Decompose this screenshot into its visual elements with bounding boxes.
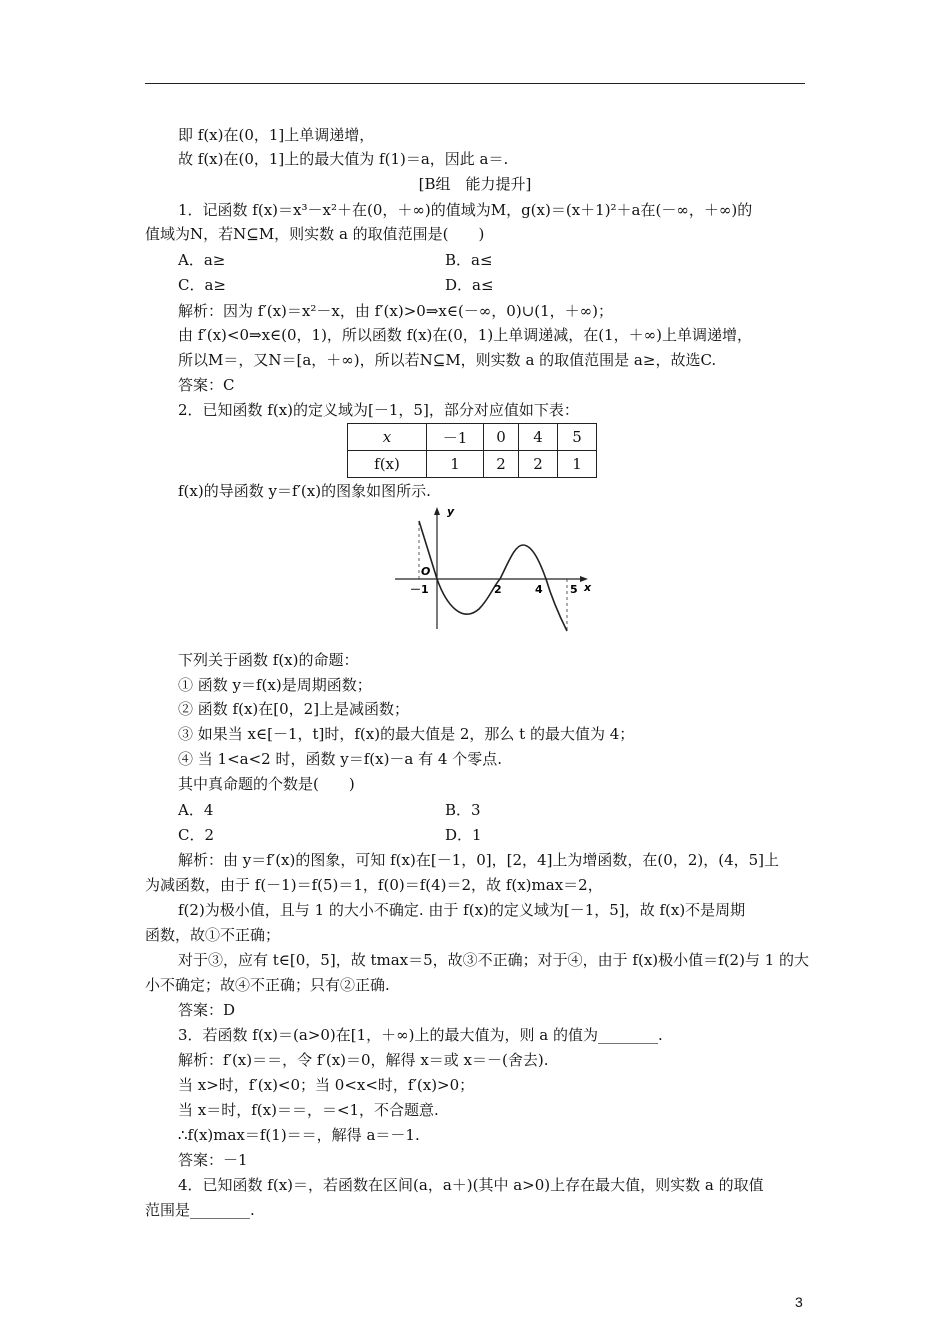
table-row xyxy=(348,424,597,451)
answer-line: 答案：D xyxy=(178,1001,236,1019)
value-table xyxy=(347,423,597,478)
y-axis-arrow xyxy=(434,507,440,515)
answer-line: 答案：－1 xyxy=(178,1151,248,1169)
proposition-3: ③ 如果当 x∈[－1，t]时，f(x)的最大值是 2，那么 t 的最大值为 4； xyxy=(178,725,635,743)
solution-line: 小不确定；故④不正确；只有②正确. xyxy=(145,976,390,994)
tick-label: －1 xyxy=(410,583,429,596)
solution-line: 当 x>时，f′(x)<0；当 0<x<时，f′(x)>0； xyxy=(178,1076,475,1094)
table-row xyxy=(348,451,597,478)
solution-line: 解析：f′(x)＝＝，令 f′(x)＝0，解得 x＝或 x＝－(舍去). xyxy=(178,1051,549,1069)
question-4: 4．已知函数 f(x)＝，若函数在区间(a，a＋)(其中 a>0)上存在最大值，则实数 a 的取值 xyxy=(178,1176,764,1194)
solution-line: 为减函数，由于 f(－1)＝f(5)＝1，f(0)＝f(4)＝2，故 f(x)max＝2， xyxy=(145,876,603,894)
text-line: 故 f(x)在(0，1]上的最大值为 f(1)＝a，因此 a＝. xyxy=(178,150,509,168)
tick-label: 5 xyxy=(570,583,578,596)
option-b: B．3 xyxy=(445,801,481,819)
question-1: 1．记函数 f(x)＝x³－x²＋在(0，＋∞)的值域为M，g(x)＝(x＋1)²＋a在(－∞，＋∞)的 xyxy=(178,201,753,219)
text-line: 下列关于函数 f(x)的命题： xyxy=(178,651,359,669)
table-cell: －1 xyxy=(427,424,484,451)
option-a: A．a≥ xyxy=(178,251,226,269)
header-rule xyxy=(145,83,805,84)
option-c: C．2 xyxy=(178,826,215,844)
solution-line: 对于③，应有 t∈[0，5]，故 tmax＝5，故③不正确；对于④，由于 f(x)极小值＝f(2)与 1 的大 xyxy=(178,951,810,969)
solution-line: 解析：因为 f′(x)＝x²－x，由 f′(x)>0⇒x∈(－∞，0)∪(1，＋∞)； xyxy=(178,302,614,320)
x-axis-label: x xyxy=(584,581,592,594)
text-line: 其中真命题的个数是( ) xyxy=(178,775,355,793)
text-line: 值域为N，若N⊆M，则实数 a 的取值范围是( ) xyxy=(145,225,485,243)
table-cell: f(x) xyxy=(348,451,427,478)
table-cell: 1 xyxy=(558,451,597,478)
derivative-curve xyxy=(419,521,567,631)
proposition-2: ② 函数 f(x)在[0，2]上是减函数； xyxy=(178,700,410,718)
table-cell: 4 xyxy=(519,424,558,451)
derivative-graph xyxy=(385,503,595,635)
table-cell: 2 xyxy=(484,451,519,478)
solution-line: 当 x＝时，f(x)＝＝，＝<1，不合题意. xyxy=(178,1101,439,1119)
option-b: B．a≤ xyxy=(445,251,493,269)
question-3: 3．若函数 f(x)＝(a>0)在[1，＋∞)上的最大值为，则 a 的值为________. xyxy=(178,1026,663,1044)
option-d: D．1 xyxy=(445,826,482,844)
option-c: C．a≥ xyxy=(178,276,226,294)
solution-line: 所以M＝，又N＝[a，＋∞)，所以若N⊆M，则实数 a 的取值范围是 a≥，故选C. xyxy=(178,351,717,369)
solution-line: 解析：由 y＝f′(x)的图象，可知 f(x)在[－1，0]，[2，4]上为增函数，在(0，2)，(4，5]上 xyxy=(178,851,780,869)
section-title: [B组 能力提升] xyxy=(418,175,532,193)
question-2: 2．已知函数 f(x)的定义域为[－1，5]，部分对应值如下表： xyxy=(178,401,579,419)
table-cell: x xyxy=(348,424,427,451)
solution-line: 函数，故①不正确； xyxy=(145,926,281,944)
option-a: A．4 xyxy=(178,801,214,819)
text-line: 即 f(x)在(0，1]上单调递增， xyxy=(178,126,375,144)
answer-line: 答案：C xyxy=(178,376,235,394)
tick-label: 2 xyxy=(494,583,502,596)
text-line: 范围是________. xyxy=(145,1201,255,1219)
table-cell: 5 xyxy=(558,424,597,451)
page-number: 3 xyxy=(795,1294,803,1310)
solution-line: ∴f(x)max＝f(1)＝＝，解得 a＝－1. xyxy=(178,1126,420,1144)
solution-line: f(2)为极小值，且与 1 的大小不确定. 由于 f(x)的定义域为[－1，5]，故 f(x)不是周期 xyxy=(178,901,746,919)
tick-label: 4 xyxy=(535,583,543,596)
origin-label: O xyxy=(421,565,431,578)
solution-line: 由 f′(x)<0⇒x∈(0，1)，所以函数 f(x)在(0，1)上单调递减，在(1，＋∞)上单调递增， xyxy=(178,326,752,344)
y-axis-label: y xyxy=(447,505,455,518)
table-cell: 1 xyxy=(427,451,484,478)
table-cell: 0 xyxy=(484,424,519,451)
table-cell: 2 xyxy=(519,451,558,478)
text-line: f(x)的导函数 y＝f′(x)的图象如图所示. xyxy=(178,482,431,500)
proposition-1: ① 函数 y＝f(x)是周期函数； xyxy=(178,676,372,694)
option-d: D．a≤ xyxy=(445,276,494,294)
proposition-4: ④ 当 1<a<2 时，函数 y＝f(x)－a 有 4 个零点. xyxy=(178,750,502,768)
